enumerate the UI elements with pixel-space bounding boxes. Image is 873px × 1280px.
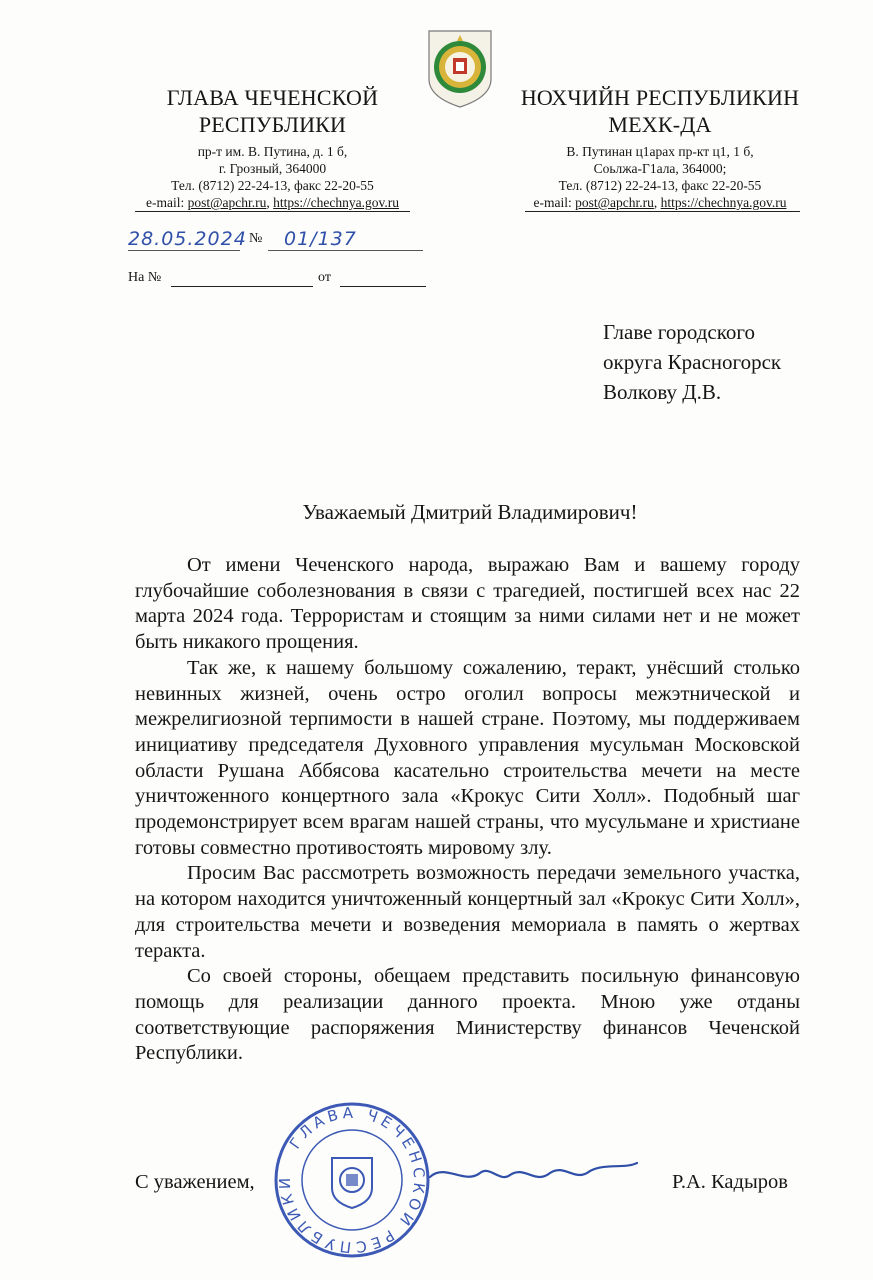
email-link[interactable]: post@apchr.ru — [187, 195, 267, 210]
coat-of-arms-emblem — [425, 27, 495, 109]
separator: , — [653, 195, 658, 210]
header-left-title-line: ГЛАВА ЧЕЧЕНСКОЙ — [166, 85, 379, 110]
email-link[interactable]: post@apchr.ru — [575, 195, 654, 210]
address-line: Соьлжа-Г1ала, 364000; — [593, 161, 727, 176]
phone-line: Тел. (8712) 22-24-13, факс 22-20-55 — [171, 178, 374, 193]
greeting: Уважаемый Дмитрий Владимирович! — [302, 500, 638, 524]
header-right-address — [515, 143, 805, 211]
number-label: № — [249, 231, 263, 246]
closing-phrase: С уважением, — [135, 1171, 255, 1193]
separator: , — [266, 195, 270, 210]
website-link[interactable]: https://chechnya.gov.ru — [273, 195, 399, 210]
body-paragraph: Просим Вас рассмотреть возможность передачи земельного участка, на котором находится уничтоженный концертный зал «Крокус Сити Холл», для строительства мечети и возведения мемориала в память о жертвах теракта. — [135, 862, 800, 962]
email-label: e-mail: — [533, 195, 572, 210]
address-line: В. Путинан ц1арах пр-кт ц1, 1 б, — [566, 144, 754, 159]
registration-date: 28.05.2024 — [128, 228, 247, 250]
body-paragraph: Так же, к нашему большому сожалению, теракт, унёсший столько невинных жизней, очень остро оголил вопросы межэтнической и межрелигиозной терпимости в нашей стране. Поэтому, мы поддерживаем инициативу председателя Духовного управления мусульман Московской области Рушана Аббясова касательно строительства мечети на месте уничтоженного концертного зала «Крокус Сити Холл». Подобный шаг продемонстрирует всем врагам нашей страны, что мусульмане и христиане готовы совместно противостоять мировому злу. — [135, 656, 800, 859]
signatory-name: Р.А. Кадыров — [672, 1171, 788, 1193]
handwritten-signature — [425, 1155, 645, 1195]
from-underline — [340, 286, 426, 287]
address-line: пр-т им. В. Путина, д. 1 б, — [197, 144, 348, 159]
header-right-title-line: НОХЧИЙН РЕСПУБЛИКИН — [520, 85, 800, 110]
header-right-title-line: МЕХК-ДА — [608, 112, 712, 137]
svg-text:ГЛАВА ЧЕЧЕНСКОЙ РЕСПУБЛИКИ: ГЛАВА ЧЕЧЕНСКОЙ РЕСПУБЛИКИ — [275, 1103, 429, 1257]
official-stamp — [270, 1100, 435, 1260]
header-left-title — [140, 84, 405, 138]
contact-line — [515, 194, 805, 211]
date-underline — [128, 250, 240, 251]
addressee-block — [603, 317, 863, 407]
contact-line — [130, 194, 415, 211]
registration-number: 01/137 — [284, 228, 357, 250]
header-left-address — [130, 143, 415, 211]
body-paragraph: Со своей стороны, обещаем представить посильную финансовую помощь для реализации данного проекта. Мною уже отданы соответствующие распоряжения Министерству финансов Чеченской Республики. — [135, 965, 800, 1065]
website-link[interactable]: https://chechnya.gov.ru — [660, 195, 787, 210]
header-right-title — [510, 84, 810, 138]
reference-line — [128, 270, 428, 290]
header-right-rule — [525, 211, 800, 212]
phone-line: Тел. (8712) 22-24-13, факс 22-20-55 — [558, 178, 762, 193]
from-label: от — [318, 270, 331, 285]
ref-underline — [171, 286, 313, 287]
number-underline — [268, 250, 423, 251]
address-line: г. Грозный, 364000 — [218, 161, 327, 176]
addressee-line: Главе городского — [603, 320, 755, 344]
registration-line — [128, 228, 428, 252]
body-paragraph: От имени Чеченского народа, выражаю Вам и вашему городу глубочайшие соболезнования в связи с трагедией, постигшей всех нас 22 марта 2024 года. Террористам и стоящим за ними силами нет и не может быть никакого прощения. — [135, 554, 800, 654]
letter-body — [135, 553, 800, 1067]
header-left-title-line: РЕСПУБЛИКИ — [198, 112, 347, 137]
addressee-line: округа Красногорск — [603, 350, 782, 374]
addressee-line: Волкову Д.В. — [603, 380, 722, 404]
email-label: e-mail: — [145, 195, 185, 210]
ref-label: На № — [128, 270, 162, 285]
header-left-rule — [135, 211, 410, 212]
